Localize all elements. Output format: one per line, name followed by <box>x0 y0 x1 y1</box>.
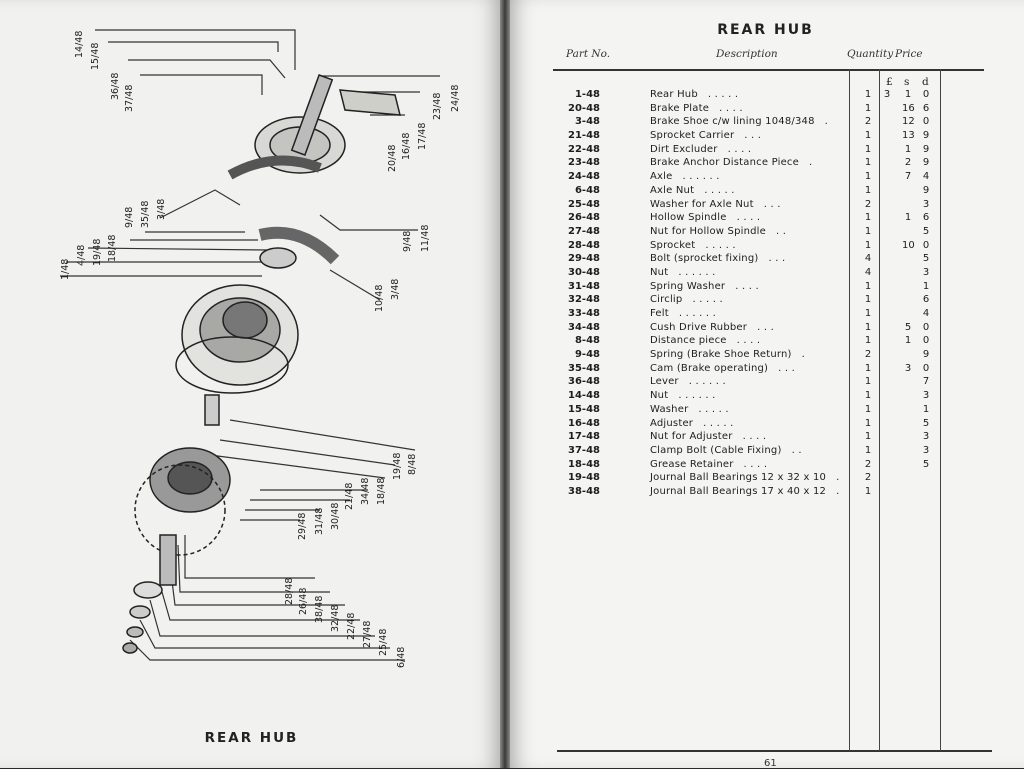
leader-dots: . . . . . . <box>682 171 720 183</box>
part-description-text: Journal Ball Bearings 12 x 32 x 10 <box>650 472 827 484</box>
part-number: 27-48 <box>568 225 600 237</box>
part-description-text: Felt <box>650 308 669 319</box>
leader-dots: . . . . <box>736 212 761 224</box>
leader-dots: . <box>808 157 813 169</box>
part-description-text: Clamp Bolt (Cable Fixing) <box>650 444 782 456</box>
callout: 26/48 <box>298 587 309 615</box>
callout: 4/48 <box>76 244 87 266</box>
table-row <box>552 157 972 171</box>
leader-dots: . . . . <box>727 143 752 155</box>
table-row <box>552 103 972 117</box>
price-pence: 9 <box>922 157 930 169</box>
part-quantity: 2 <box>864 349 872 361</box>
part-number: 19-48 <box>568 472 600 484</box>
currency-pence: d <box>922 76 929 88</box>
callout: 31/48 <box>314 507 325 535</box>
part-description-text: Washer <box>650 403 689 415</box>
table-row <box>552 418 972 432</box>
table-row <box>552 89 972 103</box>
part-description <box>650 404 729 415</box>
leader-dots: . <box>836 485 840 497</box>
part-description-text: Brake Anchor Distance Piece <box>650 157 799 169</box>
leader-dots: . <box>836 472 840 484</box>
part-description <box>650 390 716 401</box>
callout: 6/48 <box>396 646 407 668</box>
part-number: 15-48 <box>568 403 600 415</box>
part-description <box>650 130 761 141</box>
part-quantity: 1 <box>864 308 872 319</box>
part-number: 21-48 <box>568 130 600 142</box>
callout: 14/48 <box>74 30 85 58</box>
price-pence: 3 <box>922 198 930 210</box>
part-quantity: 2 <box>864 198 872 210</box>
leader-dots: . . . . <box>735 280 759 292</box>
price-shillings: 1 <box>904 212 912 224</box>
part-description <box>650 116 828 127</box>
part-description <box>650 486 840 497</box>
part-description <box>650 157 812 168</box>
leader-dots: . . . . . <box>705 239 736 251</box>
table-row <box>552 472 972 486</box>
leader-dots: . . . . . <box>707 89 739 100</box>
part-quantity: 1 <box>864 280 872 292</box>
callout: 19/48 <box>392 452 403 480</box>
price-pence: 4 <box>922 171 930 183</box>
price-pence: 9 <box>922 184 930 196</box>
part-number: 34-48 <box>568 321 600 333</box>
part-quantity: 1 <box>864 444 872 456</box>
table-row <box>552 363 972 377</box>
header-part-no: Part No. <box>566 48 611 60</box>
table-row <box>552 267 972 281</box>
part-number: 32-48 <box>568 294 600 306</box>
callout: 29/48 <box>297 512 308 540</box>
part-number: 20-48 <box>568 102 600 114</box>
table-row <box>552 459 972 473</box>
callout: 20/48 <box>387 144 398 172</box>
callout: 35/48 <box>140 200 151 228</box>
part-number: 1-48 <box>574 89 600 100</box>
part-quantity: 1 <box>864 171 872 183</box>
price-pence: 1 <box>922 403 930 415</box>
callout: 11/48 <box>420 224 431 252</box>
callout: 3/48 <box>390 278 401 300</box>
callout: 19/48 <box>92 238 103 266</box>
part-description <box>650 472 840 483</box>
callout: 18/48 <box>376 477 387 505</box>
header-price: Price <box>895 48 923 60</box>
leader-dots: . . . <box>763 198 781 210</box>
callout: 16/48 <box>401 132 412 160</box>
part-quantity: 1 <box>864 143 872 155</box>
table-row <box>552 130 972 144</box>
part-description-text: Nut <box>650 266 669 278</box>
price-pounds: 3 <box>883 89 891 100</box>
part-quantity: 1 <box>864 376 872 388</box>
table-row <box>552 445 972 459</box>
header-rule <box>553 69 984 71</box>
part-quantity: 4 <box>864 253 872 265</box>
price-shillings: 13 <box>902 130 915 142</box>
part-number: 23-48 <box>568 157 600 169</box>
table-row <box>552 212 972 226</box>
price-shillings: 5 <box>904 321 912 333</box>
part-number: 33-48 <box>568 308 600 319</box>
part-number: 17-48 <box>568 431 600 443</box>
footer-rule <box>557 750 992 752</box>
table-row <box>552 144 972 158</box>
part-number: 35-48 <box>568 362 600 374</box>
part-description <box>650 267 716 278</box>
price-pence: 5 <box>922 417 930 429</box>
table-row <box>552 294 972 308</box>
part-description-text: Brake Shoe c/w lining 1048/348 <box>650 116 815 128</box>
callout: 25/48 <box>378 628 389 656</box>
price-shillings: 1 <box>904 143 912 155</box>
callout: 8/48 <box>407 453 418 475</box>
page-title: REAR HUB <box>717 22 814 38</box>
price-pence: 3 <box>922 390 930 402</box>
part-description-text: Sprocket <box>650 239 696 251</box>
part-description-text: Adjuster <box>650 417 694 429</box>
price-pence: 0 <box>922 239 930 251</box>
part-quantity: 2 <box>864 458 872 470</box>
leader-dots: . . . . . <box>698 403 729 415</box>
callout: 15/48 <box>90 42 101 70</box>
exploded-diagram <box>0 0 503 768</box>
part-quantity: 2 <box>864 472 872 484</box>
leader-dots: . <box>801 349 806 361</box>
leader-dots: . . . <box>778 362 796 374</box>
part-description <box>650 418 734 429</box>
part-description-text: Axle <box>650 171 673 183</box>
table-row <box>552 335 972 349</box>
callout: 9/48 <box>124 206 135 228</box>
price-shillings: 12 <box>902 116 915 128</box>
table-row <box>552 199 972 213</box>
part-number: 25-48 <box>568 198 600 210</box>
header-description: Description <box>716 48 778 60</box>
price-pence: 0 <box>922 362 930 374</box>
callout: 3/48 <box>156 198 167 220</box>
part-description <box>650 226 786 237</box>
callout: 32/48 <box>330 604 341 632</box>
part-description <box>650 212 760 223</box>
leader-dots: . . . . <box>719 102 743 114</box>
price-pence: 6 <box>922 212 930 224</box>
table-row <box>552 431 972 445</box>
part-description <box>650 240 736 251</box>
part-description-text: Grease Retainer <box>650 458 734 470</box>
table-row <box>552 349 972 363</box>
part-description <box>650 144 751 155</box>
part-description <box>650 171 720 182</box>
leader-dots: . . . . <box>743 458 768 470</box>
part-quantity: 1 <box>864 431 872 443</box>
part-number: 24-48 <box>568 171 600 183</box>
part-description-text: Spring (Brake Shoe Return) <box>650 349 792 361</box>
part-quantity: 1 <box>864 390 872 402</box>
table-row <box>552 185 972 199</box>
part-description <box>650 376 726 387</box>
price-pence: 0 <box>922 335 930 347</box>
part-quantity: 1 <box>864 212 872 224</box>
leader-dots: . . . <box>768 253 786 265</box>
diagram-caption: REAR HUB <box>204 730 299 746</box>
leader-dots: . . . . . . <box>678 266 716 278</box>
leader-dots: . . . . <box>742 431 767 443</box>
part-quantity: 1 <box>864 362 872 374</box>
callout: 30/48 <box>330 502 341 530</box>
part-number: 9-48 <box>574 349 600 361</box>
table-row <box>552 308 972 322</box>
part-quantity: 1 <box>864 417 872 429</box>
currency-shillings: s <box>904 76 910 88</box>
price-pence: 3 <box>922 431 930 443</box>
part-description <box>650 445 802 456</box>
price-pence: 4 <box>922 308 930 319</box>
parts-table <box>552 89 972 500</box>
price-shillings: 2 <box>904 157 912 169</box>
part-number: 31-48 <box>568 280 600 292</box>
part-description-text: Spring Washer <box>650 280 726 292</box>
leader-dots: . . . . . <box>704 184 735 196</box>
part-description <box>650 253 785 264</box>
part-description-text: Brake Plate <box>650 102 710 114</box>
part-quantity: 1 <box>864 403 872 415</box>
part-quantity: 2 <box>864 116 872 128</box>
part-description <box>650 308 716 319</box>
callout: 36/48 <box>110 72 121 100</box>
part-description <box>650 349 805 360</box>
leader-dots: . . . . . . <box>688 376 726 388</box>
leader-dots: . . . <box>757 321 774 333</box>
price-pence: 0 <box>922 89 930 100</box>
part-quantity: 1 <box>864 294 872 306</box>
leader-dots: . . . . . . <box>678 390 716 402</box>
callout: 24/48 <box>450 84 461 112</box>
part-description <box>650 199 781 210</box>
page-number: 61 <box>764 758 777 769</box>
part-description-text: Bolt (sprocket fixing) <box>650 253 759 265</box>
callout: 37/48 <box>124 84 135 112</box>
part-description-text: Journal Ball Bearings 17 x 40 x 12 <box>650 485 827 497</box>
table-row <box>552 376 972 390</box>
part-description-text: Hollow Spindle <box>650 212 727 224</box>
leader-dots: . . . . . <box>692 294 723 306</box>
price-pence: 1 <box>922 280 930 292</box>
price-pence: 9 <box>922 130 930 142</box>
part-quantity: 1 <box>864 184 872 196</box>
part-description-text: Dirt Excluder <box>650 143 718 155</box>
part-number: 6-48 <box>574 184 600 196</box>
callout: 21/48 <box>344 482 355 510</box>
part-description <box>650 459 767 470</box>
part-number: 8-48 <box>574 335 600 347</box>
part-quantity: 1 <box>864 321 872 333</box>
part-description-text: Nut for Adjuster <box>650 431 733 443</box>
price-pence: 7 <box>922 376 930 388</box>
price-pence: 0 <box>922 116 930 128</box>
part-number: 28-48 <box>568 239 600 251</box>
part-number: 38-48 <box>568 485 600 497</box>
table-row <box>552 486 972 500</box>
part-number: 3-48 <box>574 116 600 128</box>
part-description-text: Washer for Axle Nut <box>650 198 754 210</box>
leader-dots: . . . . . <box>703 417 734 429</box>
price-shillings: 16 <box>902 102 915 114</box>
part-description-text: Axle Nut <box>650 184 695 196</box>
table-row <box>552 253 972 267</box>
price-pence: 5 <box>922 253 930 265</box>
part-number: 36-48 <box>568 376 600 388</box>
part-description <box>650 294 723 305</box>
price-shillings: 1 <box>904 335 912 347</box>
price-shillings: 7 <box>904 171 912 183</box>
part-description-text: Lever <box>650 376 679 388</box>
part-quantity: 1 <box>864 102 872 114</box>
callout: 18/48 <box>107 234 118 262</box>
part-quantity: 4 <box>864 266 872 278</box>
price-pence: 9 <box>922 349 930 361</box>
price-shillings: 1 <box>904 89 912 100</box>
price-pence: 3 <box>922 444 930 456</box>
table-row <box>552 404 972 418</box>
part-description <box>650 431 766 442</box>
part-description-text: Cush Drive Rubber <box>650 321 748 333</box>
part-quantity: 1 <box>864 89 872 100</box>
price-pence: 5 <box>922 458 930 470</box>
table-row <box>552 116 972 130</box>
callout: 23/48 <box>432 92 443 120</box>
currency-pounds: £ <box>886 76 893 88</box>
part-quantity: 1 <box>864 485 872 497</box>
part-description <box>650 335 760 346</box>
table-row <box>552 390 972 404</box>
leader-dots: . . . . . . <box>678 308 717 319</box>
callout: 38/48 <box>314 595 325 623</box>
part-description-text: Sprocket Carrier <box>650 130 735 142</box>
leader-dots: . . <box>791 444 802 456</box>
part-number: 37-48 <box>568 444 600 456</box>
part-description <box>650 363 795 374</box>
callout: 34/48 <box>360 477 371 505</box>
callout: 28/48 <box>284 577 295 605</box>
hub-parts <box>123 75 400 653</box>
part-description-text: Circlip <box>650 294 683 306</box>
part-number: 26-48 <box>568 212 600 224</box>
price-pence: 9 <box>922 143 930 155</box>
table-row <box>552 281 972 295</box>
callout: 10/48 <box>374 284 385 312</box>
price-pence: 0 <box>922 321 930 333</box>
leader-dots: . <box>824 116 829 128</box>
part-number: 30-48 <box>568 266 600 278</box>
part-number: 22-48 <box>568 143 600 155</box>
part-description <box>650 322 774 333</box>
callout: 1/48 <box>60 258 71 280</box>
price-shillings: 3 <box>904 362 912 374</box>
part-description-text: Rear Hub <box>650 89 698 100</box>
part-number: 29-48 <box>568 253 600 265</box>
table-row <box>552 171 972 185</box>
part-description <box>650 185 735 196</box>
callout: 27/48 <box>362 620 373 648</box>
header-quantity: Quantity <box>847 48 894 60</box>
leader-dots: . . . <box>744 130 762 142</box>
part-description-text: Cam (Brake operating) <box>650 362 769 374</box>
table-row <box>552 240 972 254</box>
price-shillings: 10 <box>902 239 915 251</box>
part-number: 16-48 <box>568 417 600 429</box>
leader-dots: . . <box>776 225 787 237</box>
price-pence: 6 <box>922 294 930 306</box>
part-description-text: Distance piece <box>650 335 727 347</box>
part-description <box>650 89 738 100</box>
part-description-text: Nut for Hollow Spindle <box>650 225 767 237</box>
callout: 9/48 <box>402 230 413 252</box>
price-pence: 5 <box>922 225 930 237</box>
table-row <box>552 322 972 336</box>
part-quantity: 1 <box>864 335 872 347</box>
part-description <box>650 281 759 292</box>
leader-dots: . . . . <box>736 335 761 347</box>
part-quantity: 1 <box>864 225 872 237</box>
callout: 17/48 <box>417 122 428 150</box>
price-pence: 3 <box>922 266 930 278</box>
part-number: 14-48 <box>568 390 600 402</box>
price-pence: 6 <box>922 102 930 114</box>
part-quantity: 1 <box>864 157 872 169</box>
part-description-text: Nut <box>650 390 669 402</box>
callout: 22/48 <box>346 612 357 640</box>
part-number: 18-48 <box>568 458 600 470</box>
part-quantity: 1 <box>864 130 872 142</box>
part-description <box>650 103 743 114</box>
part-quantity: 1 <box>864 239 872 251</box>
table-row <box>552 226 972 240</box>
